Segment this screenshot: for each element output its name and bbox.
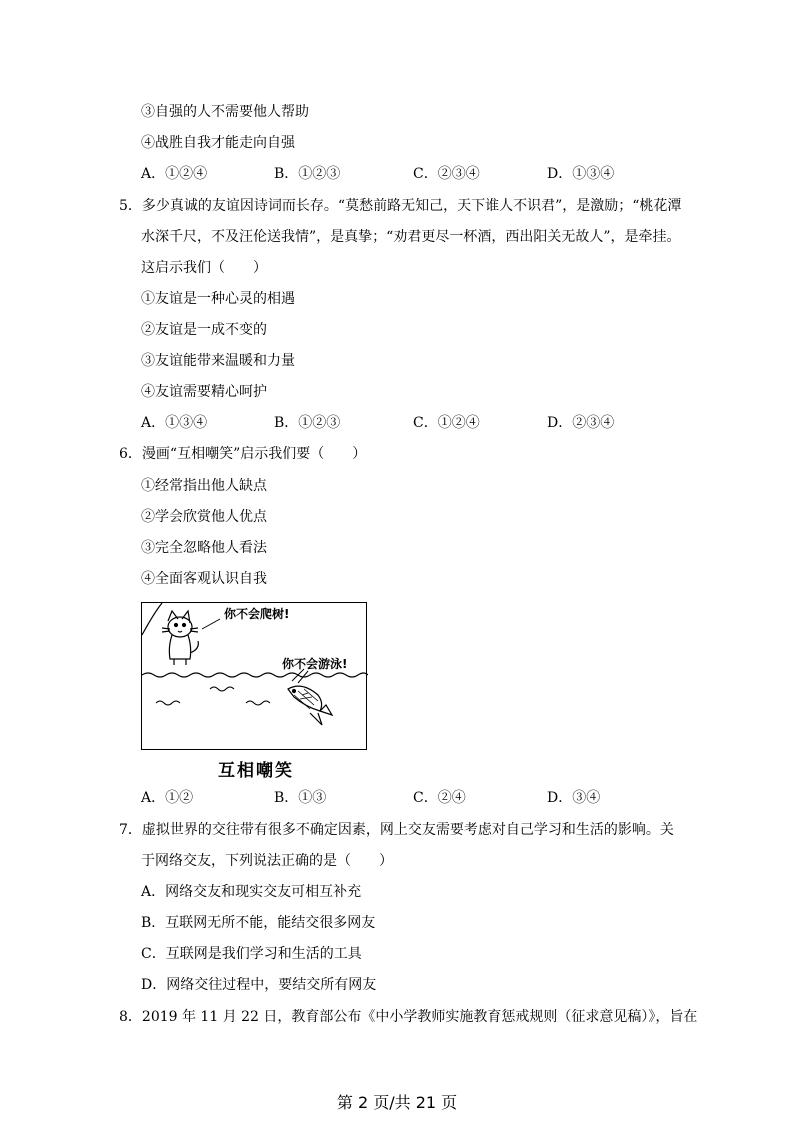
cartoon-drawing — [142, 603, 368, 751]
q7-option-b: B．互联网无所不能，能结交很多网友 — [141, 915, 376, 931]
q6-option-d: D．③④ — [547, 790, 601, 806]
cartoon-mutual-mockery — [141, 602, 367, 750]
q6-item-4: ④全面客观认识自我 — [141, 571, 267, 587]
q5-stem-line-3: 这启示我们（ ） — [141, 260, 267, 276]
q5-item-2: ②友谊是一成不变的 — [141, 322, 267, 338]
q6-option-b: B．①③ — [274, 790, 327, 806]
q4-option-c: C．②③④ — [413, 166, 480, 182]
q6-option-a: A．①② — [141, 790, 194, 806]
fish-speech: 你不会游泳! — [282, 657, 348, 671]
page-number: 第 2 页/共 21 页 — [336, 1093, 458, 1112]
q5-option-b: B．①②③ — [274, 415, 341, 431]
cartoon-caption: 互相嘲笑 — [218, 761, 294, 781]
q6-item-3: ③完全忽略他人看法 — [141, 540, 267, 556]
q8-stem-line-1: 8．2019 年 11 月 22 日，教育部公布《中小学教师实施教育惩戒规则（征求意见稿）》，旨在 — [119, 1009, 698, 1025]
q7-stem-line-2: 于网络交友，下列说法正确的是（ ） — [141, 853, 393, 869]
fish-figure — [288, 686, 332, 725]
q5-option-d: D．②③④ — [547, 415, 615, 431]
q7-option-a: A．网络交友和现实交友可相互补充 — [141, 884, 362, 900]
q6-option-c: C．②④ — [413, 790, 466, 806]
q5-option-c: C．①②④ — [413, 415, 480, 431]
q7-stem-line-1: 7．虚拟世界的交往带有很多不确定因素，网上交友需要考虑对自己学习和生活的影响。关 — [119, 822, 674, 838]
q4-option-b: B．①②③ — [274, 166, 341, 182]
q7-option-c: C．互联网是我们学习和生活的工具 — [141, 946, 362, 962]
q5-option-a: A．①③④ — [141, 415, 208, 431]
q4-option-a: A．①②④ — [141, 166, 208, 182]
cat-speech: 你不会爬树! — [224, 607, 290, 621]
q5-item-1: ①友谊是一种心灵的相遇 — [141, 291, 295, 307]
q4-item-3: ③自强的人不需要他人帮助 — [141, 104, 309, 120]
q6-stem: 6．漫画“互相嘲笑”启示我们要（ ） — [119, 446, 367, 462]
q6-item-2: ②学会欣赏他人优点 — [141, 509, 267, 525]
cat-figure — [162, 611, 198, 665]
q4-option-d: D．①③④ — [547, 166, 615, 182]
q7-option-d: D．网络交往过程中，要结交所有网友 — [141, 977, 377, 993]
q5-stem-line-2: 水深千尺，不及汪伦送我情”，是真挚；“劝君更尽一杯酒，西出阳关无故人”，是牵挂。 — [141, 229, 681, 245]
q5-item-4: ④友谊需要精心呵护 — [141, 384, 267, 400]
q4-item-4: ④战胜自我才能走向自强 — [141, 135, 295, 151]
q6-item-1: ①经常指出他人缺点 — [141, 478, 267, 494]
q5-stem-line-1: 5．多少真诚的友谊因诗词而长存。“莫愁前路无知己，天下谁人不识君”，是激励；“桃花潭 — [119, 198, 682, 214]
q5-item-3: ③友谊能带来温暖和力量 — [141, 353, 295, 369]
